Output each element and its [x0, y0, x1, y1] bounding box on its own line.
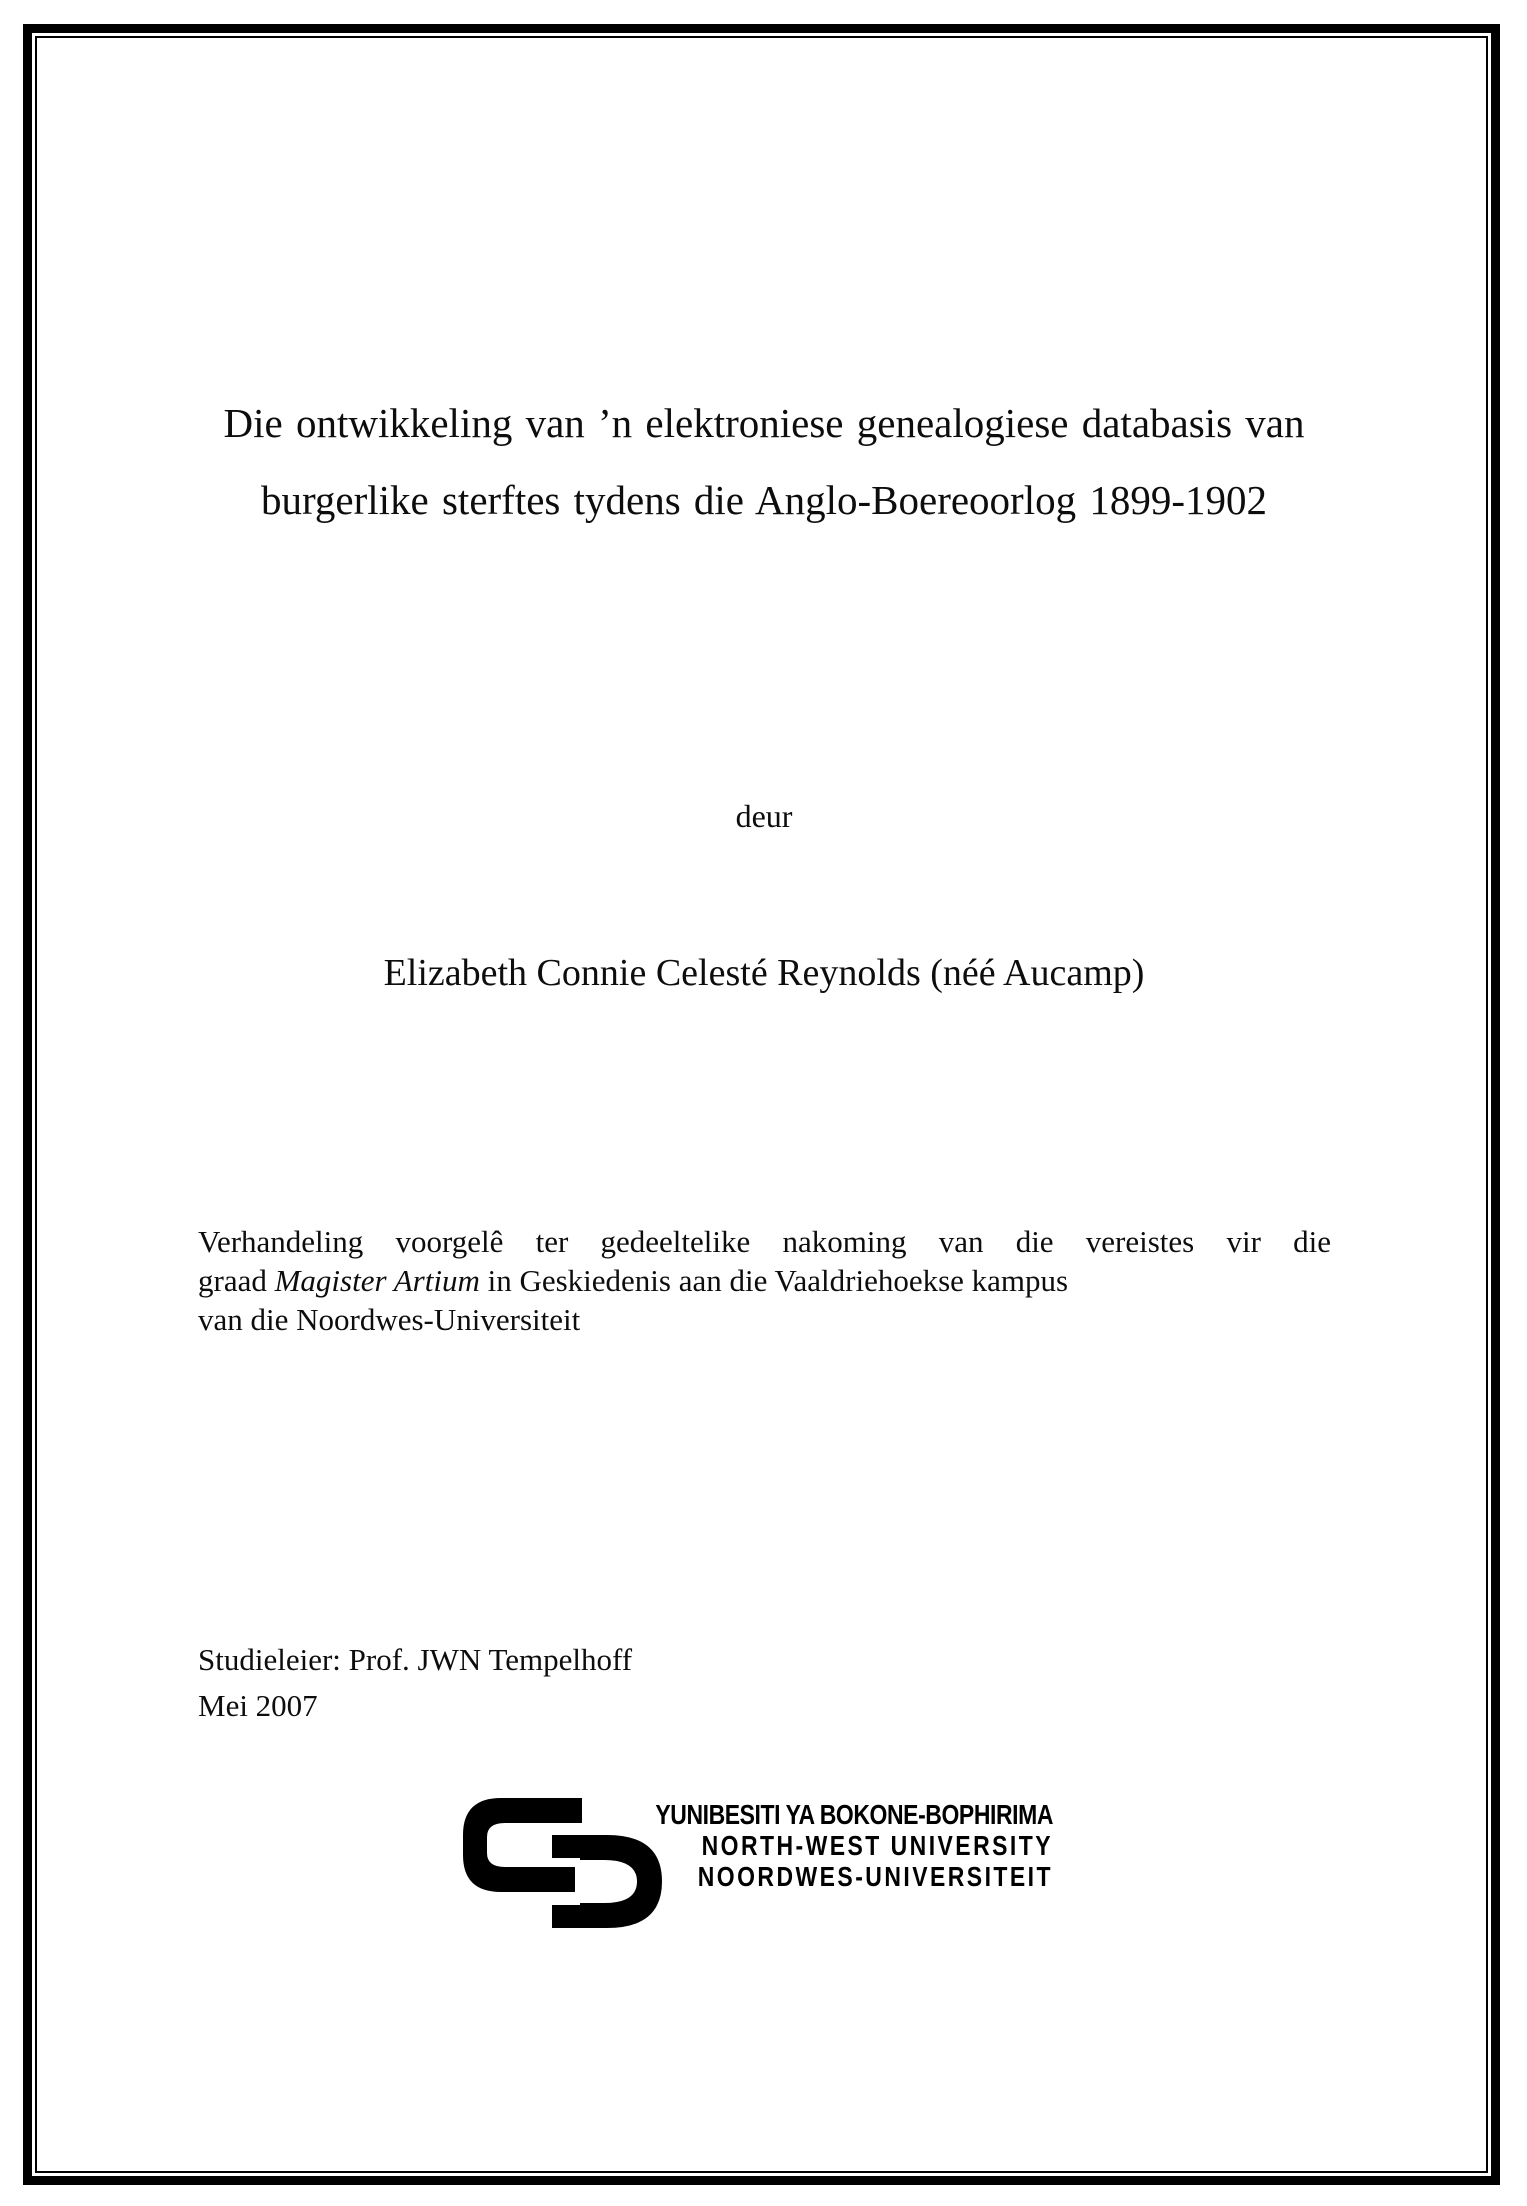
byline-label: deur [735, 798, 793, 834]
date-line: Mei 2007 [198, 1688, 318, 1723]
degree-statement-line1: Verhandeling voorgelê ter gedeeltelike nakoming van die vereistes vir die [198, 1224, 1331, 1259]
author-name: Elizabeth Connie Celesté Reynolds (néé Aucamp) [383, 952, 1145, 994]
university-name-setswana: YUNIBESITI YA BOKONE-BOPHIRIMA [655, 1799, 1053, 1830]
university-logo-text [586, 1799, 1053, 1892]
university-name-english: NORTH-WEST UNIVERSITY [701, 1830, 1053, 1861]
degree-statement-line3: van die Noordwes-Universiteit [198, 1302, 581, 1337]
supervisor-line: Studieleier: Prof. JWN Tempelhoff [198, 1642, 633, 1677]
degree-name-italic: Magister Artium [274, 1263, 480, 1298]
supervisor-block [198, 1637, 1098, 1729]
thesis-title [198, 385, 1330, 539]
university-name-afrikaans: NOORDWES-UNIVERSITEIT [697, 1861, 1053, 1892]
degree-statement-line2 [198, 1261, 1331, 1300]
degree-statement [198, 1222, 1331, 1339]
degree-statement-line2-prefix: graad [198, 1263, 267, 1298]
university-logo [459, 1795, 1059, 1940]
thesis-title-line1: Die ontwikkeling van ’n elektroniese genealogiese databasis van [223, 400, 1305, 446]
thesis-title-line2: burgerlike sterftes tydens die Anglo-Boereoorlog 1899-1902 [260, 477, 1267, 523]
degree-statement-line2-suffix: in Geskiedenis aan die Vaaldriehoekse kampus [487, 1263, 1069, 1298]
